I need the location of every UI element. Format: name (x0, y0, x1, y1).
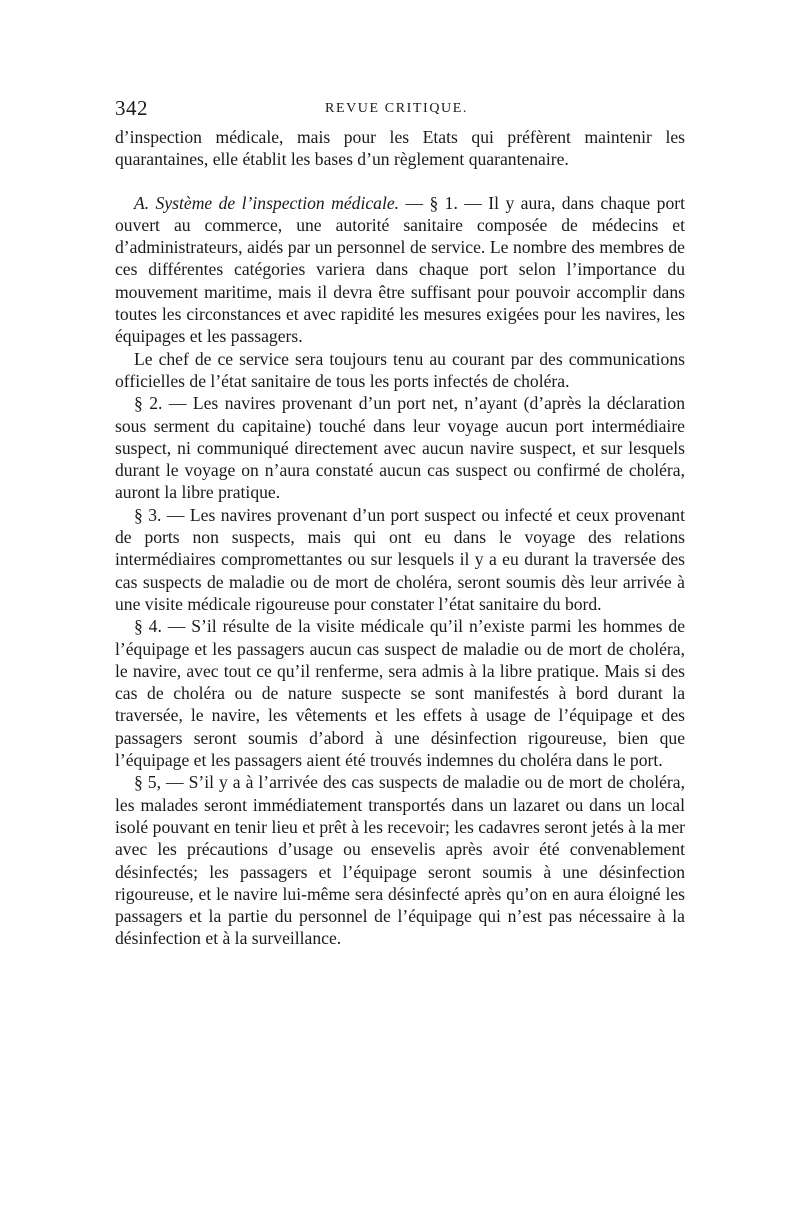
page-number: 342 (115, 96, 148, 120)
paragraph-chef-service: Le chef de ce service sera toujours tenu au courant par des communications officielles de l’état sanitaire de tous les ports infectés de choléra. (115, 348, 685, 391)
page-header (115, 96, 685, 126)
paragraph-article-4: § 4. — S’il résulte de la visite médicale qu’il n’existe parmi les hommes de l’équipage et les passagers aucun cas suspect de maladie ou de mort de choléra, le navire, avec tout ce qu’il renferme, sera admis à la libre pratique. Mais si des cas de choléra ou de nature suspecte se sont manifestés à bord durant la traversée, le navire, les vêtements et les effets à usage de l’équipage et des passagers seront soumis d’abord à une désinfection rigoureuse, bien que l’équipage et les passagers aient été trouvés indemnes du choléra dans le port. (115, 616, 685, 771)
section-title: A. Système de l’inspection médicale. (134, 192, 400, 213)
body-text (115, 126, 685, 950)
paragraph-article-3: § 3. — Les navires provenant d’un port suspect ou infecté et ceux provenant de ports non suspects, mais qui ont eu dans le voyage des relations intermédiaires compromettantes ou sur lesquels il y a eu durant la traversée des cas suspects de maladie ou de mort de choléra, seront soumis dès leur arrivée à une visite médicale rigoureuse pour constater l’état sanitaire du bord. (115, 504, 685, 614)
paragraph-article-5: § 5, — S’il y a à l’arrivée des cas suspects de maladie ou de mort de choléra, les malades seront immédiatement transportés dans un lazaret ou dans un local isolé pouvant en tenir lieu et prêt à les recevoir; les cadavres seront jetés à la mer avec les précautions d’usage ou ensevelis après avoir été convenablement désinfectés; les passagers et l’équipage seront soumis à une désinfection rigoureuse, et le navire lui-même sera désinfecté après qu’on en aura éloigné les passagers et la partie du personnel de l’équipage qui n’est pas nécessaire à la désinfection et à la surveillance. (115, 772, 685, 949)
running-head: REVUE CRITIQUE. (325, 101, 468, 116)
paragraph-section-a (115, 192, 685, 348)
paragraph-article-2: § 2. — Les navires provenant d’un port net, n’ayant (d’après la déclaration sous serment du capitaine) touché dans leur voyage aucun port intermédiaire suspect, ni communiqué directement avec aucun navire suspect, et sur lesquels durant le voyage on n’aura constaté aucun cas suspect ou confirmé de choléra, auront la libre pratique. (115, 393, 685, 503)
paragraph-continuation: d’inspection médicale, mais pour les Etats qui préfèrent maintenir les quarantaines, elle établit les bases d’un règlement quarantenaire. (115, 127, 685, 170)
section-a-text: — § 1. — Il y aura, dans chaque port ouvert au commerce, une autorité sanitaire composée de médecins et d’administrateurs, aidés par un personnel de service. Le nombre des membres de ces différentes catégories variera dans chaque port selon l’importance du mouvement maritime, mais il devra être suffisant pour pouvoir accomplir dans toutes les circonstances et avec rapidité les mesures exigées pour les navires, les équipages et les passagers. (115, 192, 685, 347)
